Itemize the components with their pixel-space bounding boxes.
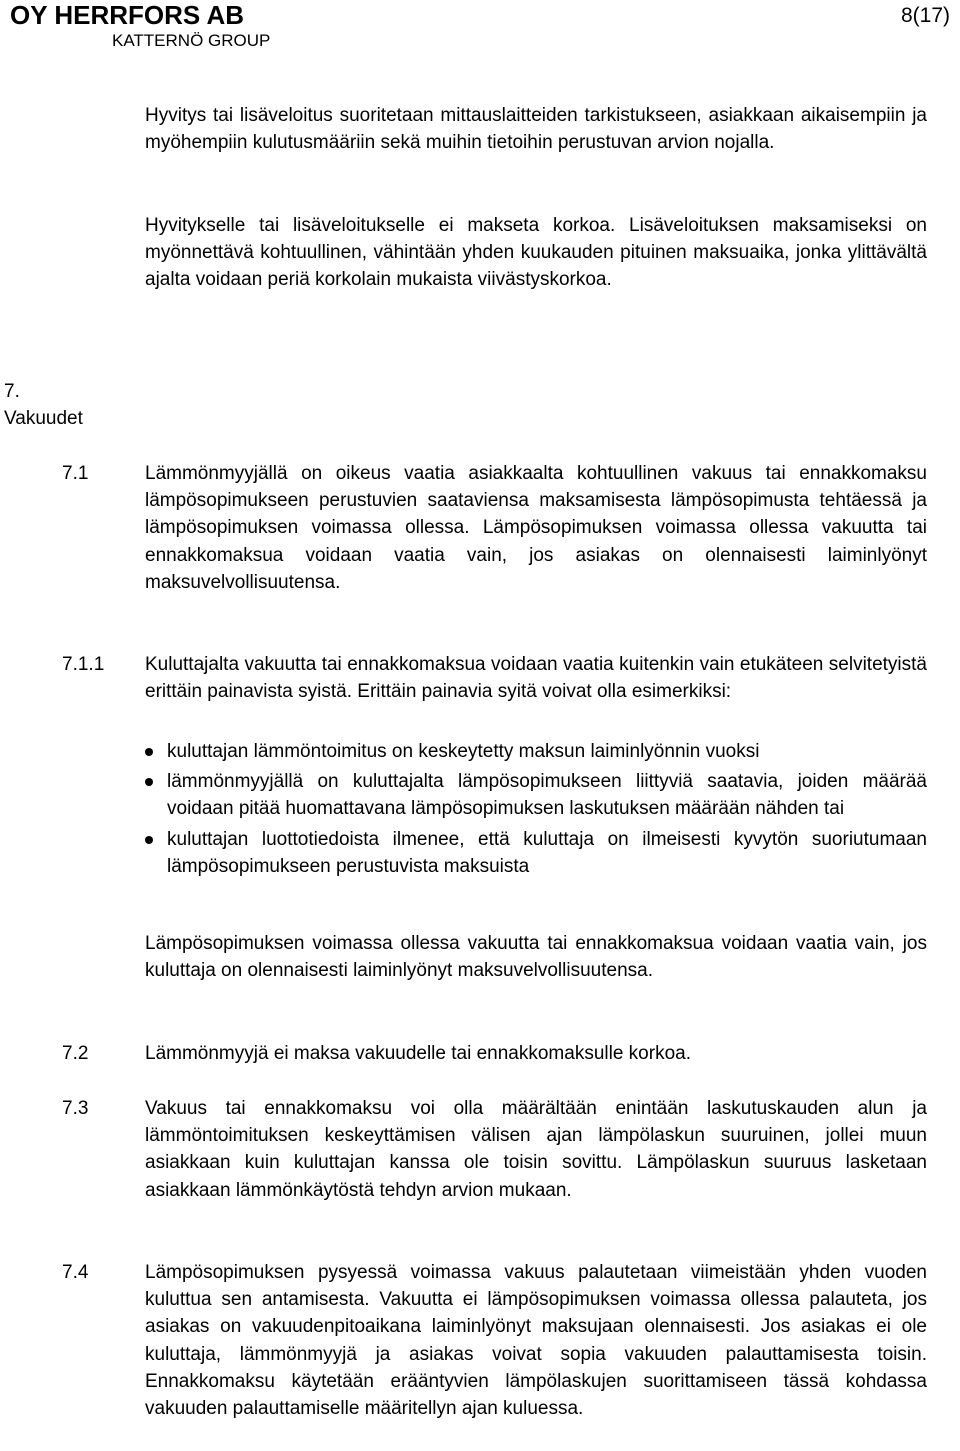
list-item-text: kuluttajan lämmöntoimitus on keskeytetty maksun laiminlyönnin vuoksi (167, 741, 760, 762)
bullet-icon (145, 748, 153, 756)
clause-text-7-4: Lämpösopimuksen pysyessä voimassa vakuus palautetaan viimeistään yhden vuoden kuluttua sen antamisesta. Vakuutta ei lämpösopimuksen voimassa ollessa palauteta, jos asiakas on vakuudenpitoaikana laiminlyönyt maksujaan olennaisesti. Jos asiakas ei ole kuluttaja, lämmönmyyjä ja asiakas voivat sopia vakuuden palauttamisesta toisin. Ennakkomaksu käytetään erääntyvien lämpölaskujen suorittamiseen tässä kohdassa vakuuden palauttamiselle määritellyn ajan kuluessa. (145, 1262, 927, 1420)
clause-text-7-1: Lämmönmyyjällä on oikeus vaatia asiakkaalta kohtuullinen vakuus tai ennakkomaksu lämpösopimukseen perustuvien saataviensa maksamisesta lämpösopimusta tehtäessä ja lämpösopimuksen voimassa ollessa. Lämpösopimuksen voimassa ollessa vakuutta tai ennakkomaksua voidaan vaatia vain, jos asiakas on olennaisesti laiminlyönyt maksuvelvollisuutensa. (145, 463, 927, 593)
company-name: OY HERRFORS AB (10, 0, 245, 30)
clause-number-7-1: 7.1 (62, 463, 89, 484)
list-item (145, 738, 927, 765)
clause-number-7-3: 7.3 (62, 1098, 89, 1119)
clause-text-7-1-1: Kuluttajalta vakuutta tai ennakkomaksua voidaan vaatia kuitenkin vain etukäteen selvitetyistä erittäin painavista syistä. Erittäin painavia syitä voivat olla esimerkiksi: (145, 654, 927, 703)
intro-paragraph-2: Hyvitykselle tai lisäveloitukselle ei makseta korkoa. Lisäveloituksen maksamiseksi on myönnettävä kohtuullinen, vähintään yhden kuukauden pituinen maksuaika, jonka ylittävältä ajalta voidaan periä korkolain mukaista viivästyskorkoa. (145, 215, 927, 291)
section-title: Vakuudet (4, 408, 83, 430)
clause-number-7-2: 7.2 (62, 1043, 89, 1064)
section-heading (4, 378, 83, 432)
list-item (145, 826, 927, 880)
list-item (145, 768, 927, 822)
company-group: KATTERNÖ GROUP (112, 31, 271, 50)
section-number: 7. (4, 381, 20, 402)
bullet-icon (145, 778, 153, 786)
clause-text-7-2: Lämmönmyyjä ei maksa vakuudelle tai ennakkomaksulle korkoa. (145, 1043, 691, 1064)
reasons-list (145, 738, 927, 883)
intro-paragraph-1: Hyvitys tai lisäveloitus suoritetaan mittauslaitteiden tarkistukseen, asiakkaan aikaisempiin ja myöhempiin kulutusmääriin sekä muihin tietoihin perustuvan arvion nojalla. (145, 105, 927, 154)
list-item-text: kuluttajan luottotiedoista ilmenee, että kuluttaja on ilmeisesti kyvytön suoriutumaan lämpösopimukseen perustuvista maksuista (167, 828, 927, 877)
clause-followup-7-1-1: Lämpösopimuksen voimassa ollessa vakuutta tai ennakkomaksua voidaan vaatia vain, jos kuluttaja on olennaisesti laiminlyönyt maksuvelvollisuutensa. (145, 933, 927, 982)
clause-text-7-3: Vakuus tai ennakkomaksu voi olla määrältään enintään laskutuskauden alun ja lämmöntoimituksen keskeyttämisen välisen ajan lämpölaskun suuruinen, jollei muun asiakkaan kuin kuluttajan kanssa ole toisin sovittu. Lämpölaskun suuruus lasketaan asiakkaan lämmönkäytöstä tehdyn arvion mukaan. (145, 1098, 927, 1201)
clause-number-7-1-1: 7.1.1 (62, 654, 105, 675)
list-item-text: lämmönmyyjällä on kuluttajalta lämpösopimukseen liittyviä saatavia, joiden määrää voidaan pitää huomattavana lämpösopimuksen laskutuksen määrään nähden tai (167, 771, 927, 820)
bullet-icon (145, 836, 153, 844)
clause-number-7-4: 7.4 (62, 1262, 89, 1283)
page-number: 8(17) (900, 4, 950, 27)
